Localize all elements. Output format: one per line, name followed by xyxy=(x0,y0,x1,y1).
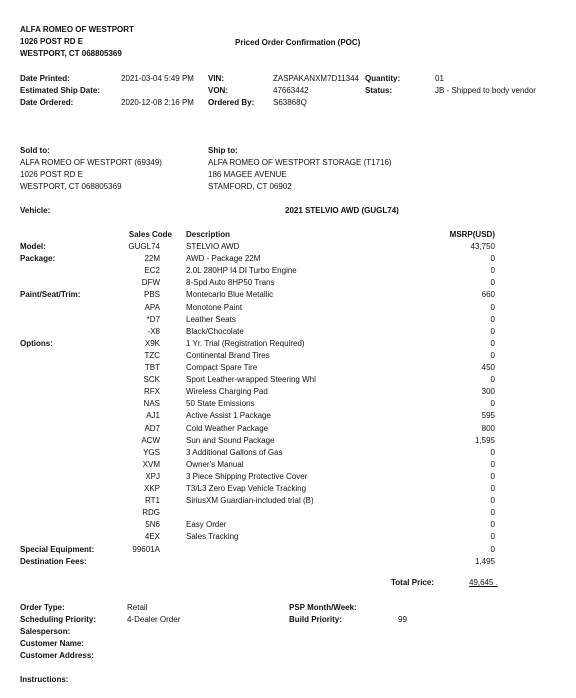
ship-to-line1: ALFA ROMEO OF WESTPORT STORAGE (T1716) xyxy=(208,158,392,167)
salesperson-label: Salesperson: xyxy=(20,627,71,636)
total-price-label: Total Price: xyxy=(391,578,434,587)
sold-to-line2: 1026 POST RD E xyxy=(20,170,83,179)
date-ordered-label: Date Ordered: xyxy=(20,98,74,107)
description-cell: 3 Piece Shipping Protective Cover xyxy=(186,471,308,481)
customer-address-label: Customer Address: xyxy=(20,651,94,660)
table-row xyxy=(0,484,576,496)
msrp-cell: 0 xyxy=(490,484,495,493)
msrp-header: MSRP(USD) xyxy=(449,230,495,239)
sales-code-cell: 22M xyxy=(144,254,160,264)
sold-to-label: Sold to: xyxy=(20,146,50,155)
table-row xyxy=(0,472,576,484)
build-priority-value: 99 xyxy=(398,615,407,624)
estimated-ship-label: Estimated Ship Date: xyxy=(20,86,101,95)
sales-code-cell: *D7 xyxy=(146,314,160,324)
msrp-cell: 0 xyxy=(490,544,495,554)
sales-code-cell: -X8 xyxy=(147,326,160,336)
ordered-by-label: Ordered By: xyxy=(208,98,255,107)
description-cell: Compact Spare Tire xyxy=(186,363,258,372)
vehicle-name: 2021 STELVIO AWD (GUGL74) xyxy=(285,206,399,215)
psp-month-week-label: PSP Month/Week: xyxy=(289,603,357,612)
description-cell: AWD - Package 22M xyxy=(186,254,261,264)
description-cell: Continental Brand Tires xyxy=(186,350,270,360)
description-cell: 3 Additional Gallons of Gas xyxy=(186,447,283,457)
table-row xyxy=(0,315,576,327)
quantity-value: 01 xyxy=(435,74,444,83)
table-row xyxy=(0,375,576,387)
table-row xyxy=(0,532,576,544)
sales-code-cell: RFX xyxy=(144,387,160,397)
table-row xyxy=(0,242,576,254)
msrp-cell: 0 xyxy=(490,278,495,288)
sold-to-line1: ALFA ROMEO OF WESTPORT (69349) xyxy=(20,158,162,167)
msrp-cell: 0 xyxy=(490,496,495,506)
description-cell: Active Assist 1 Package xyxy=(186,411,271,421)
description-cell: Monotone Paint xyxy=(186,302,243,312)
msrp-cell: 0 xyxy=(490,338,495,348)
sales-code-cell: EC2 xyxy=(144,266,160,276)
ship-to-line3: STAMFORD, CT 06902 xyxy=(208,182,292,191)
table-row xyxy=(0,339,576,351)
von-label: VON: xyxy=(208,86,228,95)
von-value: 47663442 xyxy=(273,86,309,95)
sales-code-cell: GUGL74 xyxy=(128,242,160,251)
document-title: Priced Order Confirmation (POC) xyxy=(235,38,361,47)
description-cell: Leather Seats xyxy=(186,314,236,324)
section-label: Options: xyxy=(20,338,53,348)
build-priority-label: Build Priority: xyxy=(289,615,342,624)
msrp-cell: 0 xyxy=(490,314,495,324)
msrp-cell: 0 xyxy=(490,508,495,518)
sales-code-cell: 5N6 xyxy=(145,520,160,530)
sales-code-header: Sales Code xyxy=(128,230,172,239)
table-row xyxy=(0,436,576,448)
table-row xyxy=(0,424,576,436)
description-cell: Black/Chocolate xyxy=(186,326,244,336)
order-type-label: Order Type: xyxy=(20,603,65,612)
table-row xyxy=(0,278,576,290)
table-row xyxy=(0,557,576,569)
sales-code-cell: 4EX xyxy=(144,532,160,542)
quantity-label: Quantity: xyxy=(365,74,401,83)
ship-to-line2: 186 MAGEE AVENUE xyxy=(208,170,287,179)
description-cell: Sport Leather-wrapped Steering Whl xyxy=(186,375,316,385)
msrp-cell: 43,750 xyxy=(470,242,495,251)
msrp-cell: 0 xyxy=(490,447,495,457)
section-label: Special Equipment: xyxy=(20,544,95,554)
msrp-cell: 0 xyxy=(490,459,495,469)
table-row xyxy=(0,363,576,375)
vin-value: ZASPAKANXM7D11344 xyxy=(273,74,359,83)
msrp-cell: 660 xyxy=(481,290,495,300)
description-cell: Cold Weather Package xyxy=(186,423,269,433)
msrp-cell: 0 xyxy=(490,326,495,336)
table-row xyxy=(0,411,576,423)
table-row xyxy=(0,351,576,363)
table-row xyxy=(0,266,576,278)
sales-code-cell: XKP xyxy=(143,484,160,493)
customer-name-label: Customer Name: xyxy=(20,639,85,648)
sales-code-cell: NAS xyxy=(143,399,160,409)
ship-to-label: Ship to: xyxy=(208,146,238,155)
description-cell: T3/L3 Zero Evap Vehicle Tracking xyxy=(186,484,307,493)
table-row xyxy=(0,460,576,472)
table-row xyxy=(0,496,576,508)
description-cell: STELVIO AWD xyxy=(186,242,240,251)
msrp-cell: 800 xyxy=(481,423,495,433)
sales-code-cell: X9K xyxy=(144,338,160,348)
sales-code-cell: TBT xyxy=(144,363,160,372)
sales-code-cell: AD7 xyxy=(144,423,160,433)
description-cell: Sales Tracking xyxy=(186,532,239,542)
msrp-cell: 0 xyxy=(490,471,495,481)
msrp-cell: 0 xyxy=(490,375,495,385)
date-ordered-value: 2020-12-08 2:16 PM xyxy=(121,98,194,107)
table-row xyxy=(0,520,576,532)
table-row xyxy=(0,290,576,302)
msrp-cell: 0 xyxy=(490,254,495,264)
sales-code-cell: DFW xyxy=(141,278,160,288)
sales-code-cell: AJ1 xyxy=(146,411,160,421)
scheduling-priority-value: 4-Dealer Order xyxy=(127,615,181,624)
description-cell: 1 Yr. Trial (Registration Required) xyxy=(186,338,305,348)
table-row xyxy=(0,545,576,557)
description-header: Description xyxy=(186,230,231,239)
sales-code-cell: YGS xyxy=(143,447,160,457)
description-cell: Wireless Charging Pad xyxy=(186,387,268,397)
status-label: Status: xyxy=(365,86,393,95)
dealer-address-line1: 1026 POST RD E xyxy=(20,37,84,46)
sales-code-cell: PBS xyxy=(143,290,160,300)
table-row xyxy=(0,448,576,460)
description-cell: Owner's Manual xyxy=(186,459,244,469)
section-label: Destination Fees: xyxy=(20,556,87,566)
msrp-cell: 0 xyxy=(490,520,495,530)
description-cell: Easy Order xyxy=(186,520,227,530)
section-label: Paint/Seat/Trim: xyxy=(20,290,81,300)
msrp-cell: 1,595 xyxy=(474,435,495,445)
total-price-value: 49,645 . xyxy=(469,578,498,587)
vehicle-label: Vehicle: xyxy=(20,206,51,215)
description-cell: 50 State Emissions xyxy=(186,399,255,409)
msrp-cell: 450 xyxy=(481,363,495,372)
table-row xyxy=(0,387,576,399)
sold-to-line3: WESTPORT, CT 068805369 xyxy=(20,182,122,191)
instructions-label: Instructions: xyxy=(20,675,69,684)
section-label: Model: xyxy=(20,242,46,251)
ordered-by-value: S63868Q xyxy=(273,98,307,107)
table-row xyxy=(0,303,576,315)
vin-label: VIN: xyxy=(208,74,224,83)
sales-code-cell: SCK xyxy=(143,375,160,385)
msrp-cell: 1,495 xyxy=(474,556,495,566)
date-printed-value: 2021-03-04 5:49 PM xyxy=(121,74,194,83)
description-cell: Sun and Sound Package xyxy=(186,435,275,445)
dealer-name: ALFA ROMEO OF WESTPORT xyxy=(20,25,134,34)
table-row xyxy=(0,327,576,339)
sales-code-cell: RDG xyxy=(142,508,160,518)
description-cell: 2.0L 280HP I4 DI Turbo Engine xyxy=(186,266,297,276)
msrp-cell: 0 xyxy=(490,399,495,409)
description-cell: SiriusXM Guardian-included trial (B) xyxy=(186,496,314,506)
sales-code-cell: 99601A xyxy=(132,544,160,554)
msrp-cell: 300 xyxy=(481,387,495,397)
status-value: JB - Shipped to body vendor xyxy=(435,86,536,95)
section-label: Package: xyxy=(20,254,56,264)
dealer-address-line2: WESTPORT, CT 068805369 xyxy=(20,49,122,58)
sales-code-cell: XPJ xyxy=(145,471,160,481)
msrp-cell: 595 xyxy=(481,411,495,421)
table-row xyxy=(0,254,576,266)
date-printed-label: Date Printed: xyxy=(20,74,70,83)
description-cell: 8-Spd Auto 8HP50 Trans xyxy=(186,278,275,288)
sales-code-cell: RT1 xyxy=(145,496,160,506)
msrp-cell: 0 xyxy=(490,266,495,276)
scheduling-priority-label: Scheduling Priority: xyxy=(20,615,97,624)
sales-code-cell: XVM xyxy=(142,459,160,469)
table-row xyxy=(0,508,576,520)
msrp-cell: 0 xyxy=(490,532,495,542)
sales-code-cell: APA xyxy=(144,302,160,312)
msrp-cell: 0 xyxy=(490,350,495,360)
table-row xyxy=(0,399,576,411)
sales-code-cell: ACW xyxy=(141,435,160,445)
msrp-cell: 0 xyxy=(490,302,495,312)
order-type-value: Retail xyxy=(127,603,148,612)
sales-code-cell: TZC xyxy=(144,350,160,360)
description-cell: Montecarlo Blue Metallic xyxy=(186,290,274,300)
